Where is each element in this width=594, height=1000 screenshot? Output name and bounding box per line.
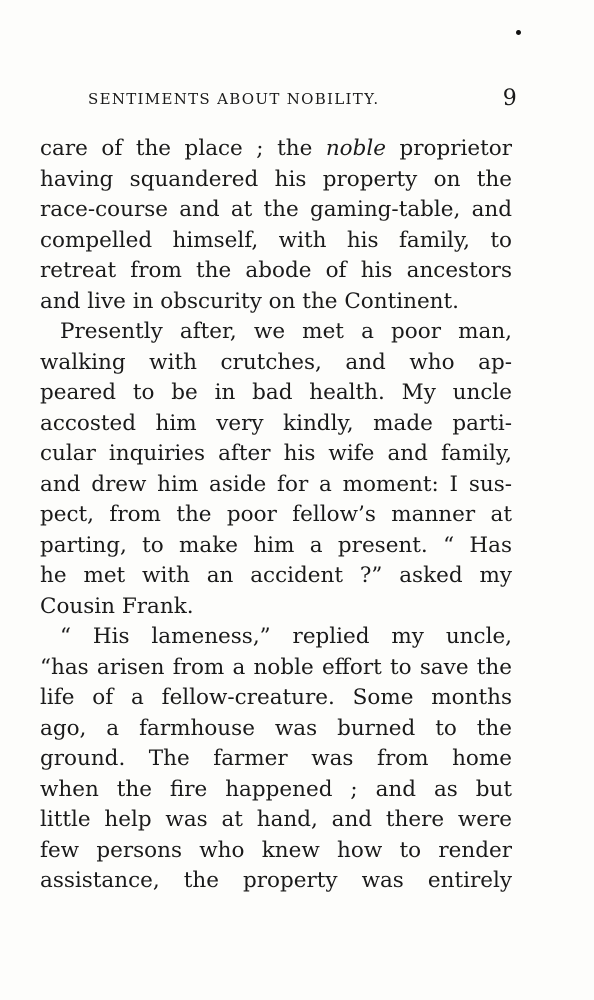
text-line-11: cular inquiries after his wife and family,	[40, 441, 512, 466]
text-line-3: race-course and at the gaming-table, and	[40, 197, 512, 222]
text-line-4: compelled himself, with his family, to	[40, 227, 512, 253]
text-line-19: life of a fellow-creature. Some months	[40, 685, 512, 710]
text-line-16: Cousin Frank.	[40, 593, 194, 619]
text-line-2: having squandered his property on the	[40, 166, 512, 192]
text-line-21: ground. The farmer was from home	[40, 746, 512, 771]
body-text	[40, 134, 512, 897]
text-line-13: pect, from the poor fellow’s manner at	[40, 502, 512, 527]
text-line-22: when the fire happened ; and as but	[40, 776, 512, 802]
italic-word: noble	[325, 136, 386, 161]
text-line-18: “has arisen from a noble effort to save the	[40, 654, 512, 680]
text-line-1: care of the place ; the noble proprietor	[40, 136, 512, 161]
running-title: SENTIMENTS ABOUT NOBILITY.	[88, 90, 380, 108]
text-line-17: “ His lameness,” replied my uncle,	[60, 624, 512, 649]
text-line-23: little help was at hand, and there were	[40, 807, 512, 832]
text-line-14: parting, to make him a present. “ Has	[40, 532, 512, 558]
text-line-25: assistance, the property was entirely	[40, 868, 512, 893]
text-line-6: and live in obscurity on the Continent.	[40, 288, 459, 314]
text-line-8: walking with crutches, and who ap-	[40, 349, 512, 375]
text-line-15: he met with an accident ?” asked my	[40, 563, 512, 588]
ink-speck	[516, 30, 521, 35]
text-line-7: Presently after, we met a poor man,	[60, 319, 512, 344]
page-number: 9	[502, 86, 518, 111]
text-line-5: retreat from the abode of his ancestors	[40, 258, 512, 283]
text-line-9: peared to be in bad health. My uncle	[40, 380, 512, 405]
text-line-20: ago, a farmhouse was burned to the	[40, 715, 512, 741]
text-line-24: few persons who knew how to render	[40, 837, 512, 863]
text-line-12: and drew him aside for a moment: I sus-	[40, 471, 512, 497]
text-line-10: accosted him very kindly, made parti-	[40, 410, 512, 436]
